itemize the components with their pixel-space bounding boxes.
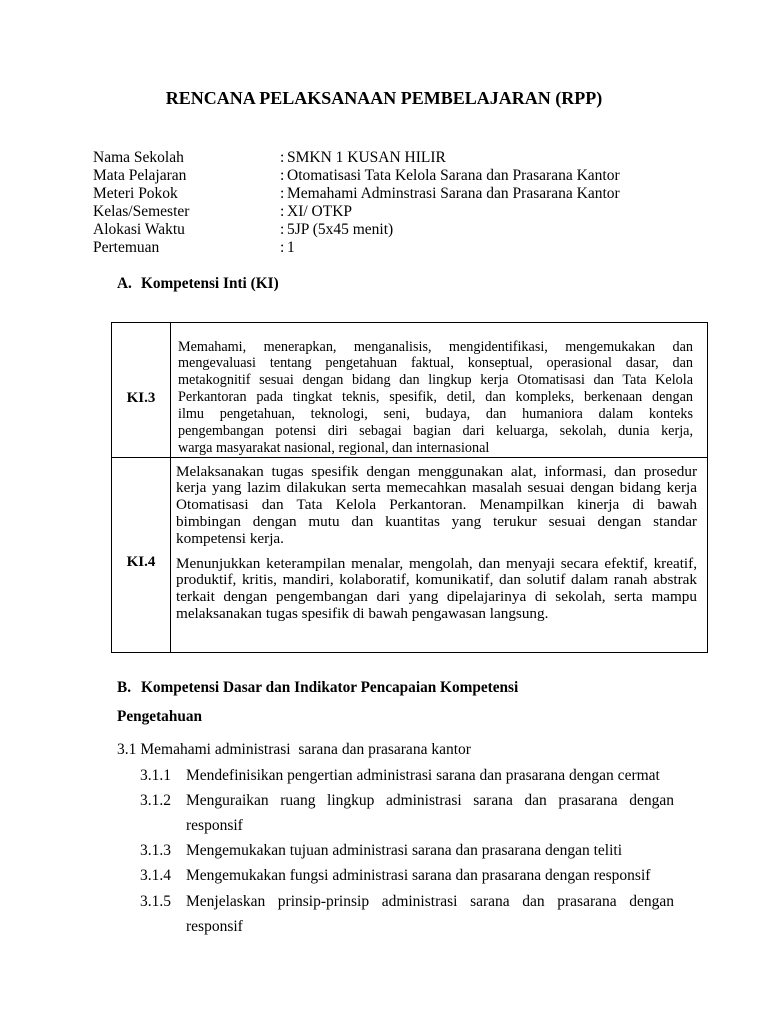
- kompetensi-inti-table: [111, 322, 708, 653]
- identity-value: Memahami Adminstrasi Sarana dan Prasarana Kantor: [287, 185, 620, 202]
- identity-label: Kelas/Semester: [93, 203, 190, 220]
- indicator-item: [140, 788, 717, 838]
- section-b-title: Kompetensi Dasar dan Indikator Pencapaian Kompetensi: [141, 679, 519, 696]
- ki-paragraph: [176, 556, 697, 624]
- ki-description-cell: [171, 458, 707, 652]
- ki-description-line: Memahami, menerapkan, menganalisis, mengidentifikasi, mengemukakan dan: [178, 338, 693, 355]
- section-a-heading: [117, 275, 279, 293]
- identity-row-topic: [0, 185, 768, 203]
- indicator-line: responsif: [186, 917, 243, 935]
- ki-row-ki4: [112, 458, 707, 652]
- identity-value: SMKN 1 KUSAN HILIR: [287, 149, 446, 166]
- ki-code-label: KI.3: [126, 390, 156, 406]
- identity-separator: :: [280, 149, 285, 166]
- identity-row-school: [0, 149, 768, 167]
- ki-description-line: produktif, kritis, mandiri, kolaboratif, komunikatif, dan solutif dalam ranah abstrak: [176, 571, 697, 589]
- indicator-text: [186, 889, 674, 939]
- ki-description-line: Menunjukkan keterampilan menalar, mengolah, dan menyaji secara efektif, kreatif,: [176, 554, 697, 572]
- identity-value: 5JP (5x45 menit): [287, 221, 394, 238]
- indicator-text: [186, 863, 674, 888]
- identity-separator: :: [280, 221, 285, 238]
- indicator-text: [186, 788, 674, 838]
- section-a-title: Kompetensi Inti (KI): [141, 275, 279, 292]
- indicator-line: Menguraikan ruang lingkup administrasi sarana dan prasarana dengan: [186, 791, 674, 809]
- identity-value: XI/ OTKP: [287, 203, 353, 220]
- competency-number: 3.1: [117, 741, 137, 759]
- identity-value: Otomatisasi Tata Kelola Sarana dan Prasarana Kantor: [287, 167, 620, 184]
- competency-list: [117, 737, 717, 939]
- ki-description-line: Otomatisasi dan Tata Kelola Perkantoran. Menampilkan kinerja di bawah: [176, 496, 697, 514]
- ki-description-line: kompetensi kerja.: [176, 530, 284, 548]
- ki-paragraph: [176, 464, 697, 549]
- ki-description-line: melaksanakan tugas spesifik di bawah pengawasan langsung.: [176, 605, 549, 623]
- indicator-line: responsif: [186, 817, 243, 834]
- basic-competency: [117, 737, 717, 762]
- ki-description-line: mengevaluasi tentang pengetahuan faktual, konseptual, operasional dasar, dan: [178, 355, 693, 372]
- identity-label: Pertemuan: [93, 239, 160, 256]
- ki-code-cell: [112, 323, 171, 457]
- ki-description-line: warga masyarakat nasional, regional, dan internasional: [178, 439, 490, 456]
- ki-description-line: bimbingan dengan mutu dan kuantitas yang terukur sesuai dengan standar: [176, 513, 697, 531]
- indicator-number: 3.1.4: [140, 867, 171, 885]
- indicator-line: Mengemukakan tujuan administrasi sarana dan prasarana dengan teliti: [186, 842, 622, 860]
- ki-description-cell: [171, 323, 707, 457]
- competency-text: Memahami administrasi sarana dan prasarana kantor: [140, 741, 471, 759]
- indicator-line: Menjelaskan prinsip-prinsip administrasi sarana dan prasarana dengan: [186, 892, 674, 910]
- identity-separator: :: [280, 185, 285, 202]
- identity-value: 1: [287, 239, 295, 256]
- ki-code-cell: [112, 458, 171, 652]
- identity-separator: :: [280, 203, 285, 220]
- ki-description-line: terkait dengan pengembangan dari yang dipelajarinya di sekolah, serta mampu: [176, 588, 697, 606]
- indicator-number: 3.1.3: [140, 842, 171, 860]
- ki-description-line: Melaksanakan tugas spesifik dengan menggunakan alat, informasi, dan prosedur: [176, 462, 697, 480]
- indicator-item: [140, 863, 717, 888]
- indicator-text: [186, 763, 674, 788]
- indicator-item: [140, 838, 717, 863]
- ki-code-label: KI.4: [126, 554, 156, 570]
- identity-row-meeting: [0, 239, 768, 257]
- identity-separator: :: [280, 167, 285, 184]
- indicator-number: 3.1.1: [140, 766, 171, 784]
- ki-description-line: kerja yang lazim dilakukan serta memecahkan masalah sesuai dengan bidang kerja: [176, 479, 697, 497]
- indicator-line: Mendefinisikan pengertian administrasi sarana dan prasarana dengan cermat: [186, 766, 660, 784]
- identity-label: Nama Sekolah: [93, 149, 184, 166]
- identity-separator: :: [280, 239, 285, 256]
- identity-label: Meteri Pokok: [93, 185, 178, 202]
- identity-label: Alokasi Waktu: [93, 221, 185, 238]
- identity-row-time: [0, 221, 768, 239]
- indicator-line: Mengemukakan fungsi administrasi sarana dan prasarana dengan responsif: [186, 867, 651, 885]
- ki-description-line: ilmu pengetahuan, teknologi, seni, budaya, dan humaniora dalam konteks: [178, 406, 693, 423]
- section-b-heading: [117, 679, 518, 697]
- section-b-marker: B.: [117, 679, 132, 696]
- identity-row-subject: [0, 167, 768, 185]
- knowledge-subheading: Pengetahuan: [117, 708, 202, 725]
- indicator-number: 3.1.2: [140, 791, 171, 809]
- indicator-item: [140, 763, 717, 788]
- identity-label: Mata Pelajaran: [93, 167, 187, 184]
- ki-paragraph: [178, 339, 693, 457]
- ki-description-line: metakognitif sesuai dengan bidang dan lingkup kerja Otomatisasi dan Tata Kelola: [178, 372, 693, 389]
- ki-description-line: pengembangan potensi diri sebagai bagian dari keluarga, sekolah, dunia kerja,: [178, 423, 693, 440]
- indicator-text: [186, 838, 674, 863]
- ki-description-line: Perkantoran pada tingkat teknis, spesifik, detil, dan kompleks, berkenaan dengan: [178, 389, 693, 406]
- identity-block: [0, 149, 768, 257]
- indicator-number: 3.1.5: [140, 892, 171, 910]
- section-a-marker: A.: [117, 275, 132, 292]
- ki-row-ki3: [112, 323, 707, 458]
- indicator-item: [140, 889, 717, 939]
- document-title: RENCANA PELAKSANAAN PEMBELAJARAN (RPP): [165, 88, 603, 108]
- identity-row-class: [0, 203, 768, 221]
